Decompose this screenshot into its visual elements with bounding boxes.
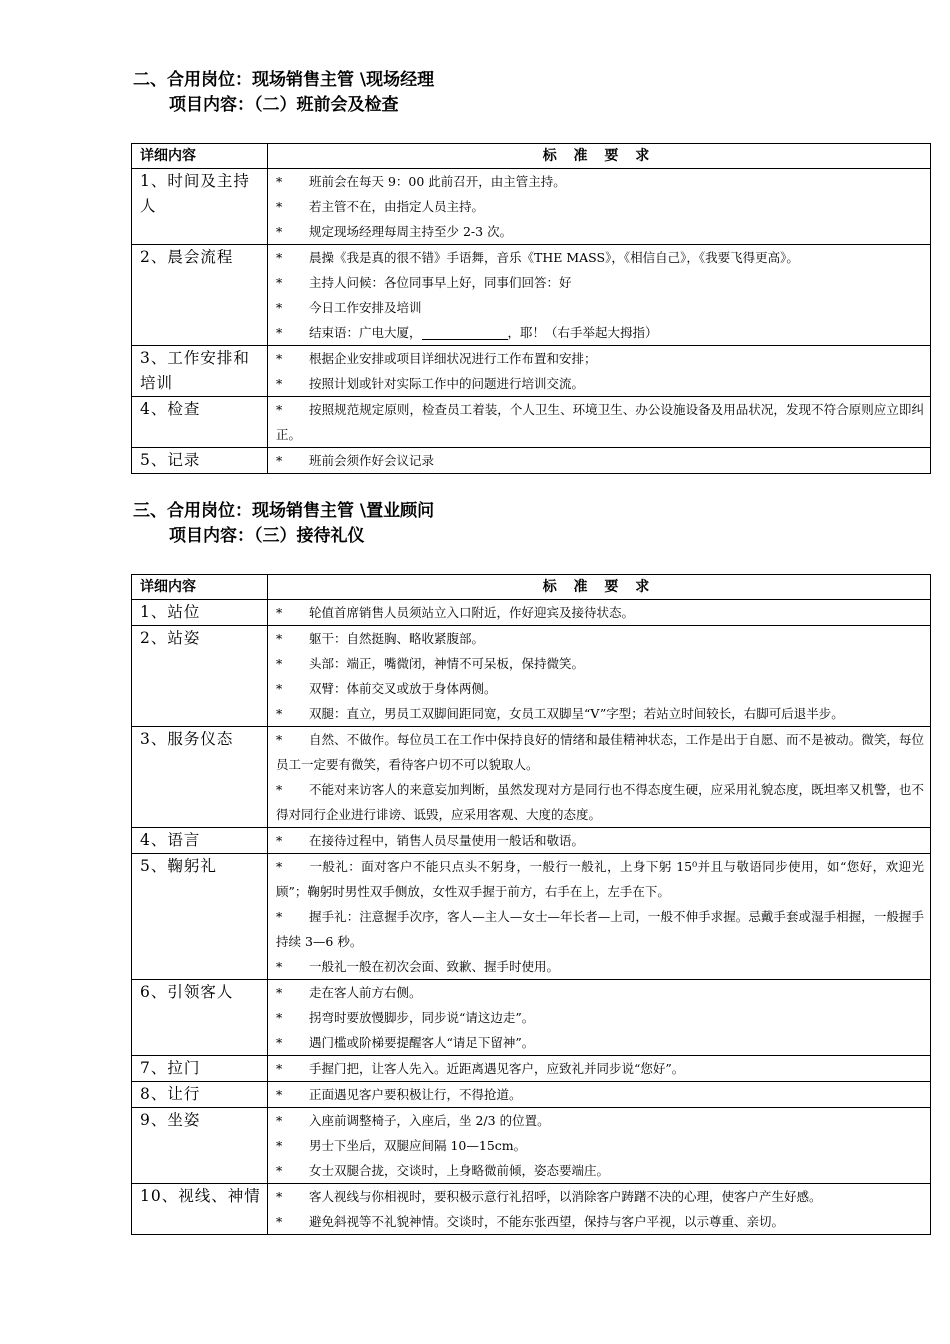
table-row <box>132 1082 931 1108</box>
list-item: * 遇门槛或阶梯要提醒客人“请足下留神”。 <box>276 1035 535 1050</box>
row-topic: 6、引领客人 <box>132 980 268 1056</box>
section3-table <box>131 574 931 1235</box>
list-item: * 一般礼一般在初次会面、致歉、握手时使用。 <box>276 959 560 974</box>
table-row <box>132 1108 931 1184</box>
list-item: * 自然、不做作。每位员工在工作中保持良好的情绪和最佳精神状态，工作是出于自愿、而不是被动。微笑，每位员工一定要有微笑，看待客户切不可以貌取人。 <box>276 732 924 772</box>
section3-heading-content: 项目内容：（三）接待礼仪 <box>169 526 365 546</box>
list-item: * 手握门把，让客人先入。近距离遇见客户，应致礼并同步说“您好”。 <box>276 1061 685 1076</box>
list-item: * 双臂：体前交叉或放于身体两侧。 <box>276 681 497 696</box>
list-item: * 男士下坐后，双腿应间隔 10—15cm。 <box>276 1138 527 1153</box>
row-topic: 2、晨会流程 <box>132 245 268 346</box>
list-item: * 若主管不在，由指定人员主持。 <box>276 199 485 214</box>
list-item: * 按照规范规定原则，检查员工着装，个人卫生、环境卫生、办公设施设备及用品状况，发现不符合原则应立即纠正。 <box>276 402 924 442</box>
list-item: * 晨操《我是真的很不错》手语舞，音乐《THE MASS》，《相信自己》，《我要飞得更高》。 <box>276 250 799 265</box>
list-item: * 班前会须作好会议记录 <box>276 453 435 468</box>
list-item: * 走在客人前方右侧。 <box>276 985 422 1000</box>
list-item: * 根据企业安排或项目详细状况进行工作布置和安排； <box>276 351 597 366</box>
section2-table <box>131 143 931 474</box>
section3-heading-position: 三、合用岗位：现场销售主管 \置业顾问 <box>133 501 435 521</box>
row-topic: 9、坐姿 <box>132 1108 268 1184</box>
row-topic: 3、工作安排和培训 <box>132 346 268 397</box>
list-item: * 一般礼：面对客户不能只点头不躬身，一般行一般礼，上身下躬 15⁰并且与敬语同步使用，如“您好，欢迎光顾”；鞠躬时男性双手侧放，女性双手握于前方，右手在上，左手在下。 <box>276 859 924 899</box>
list-item: * 在接待过程中，销售人员尽量使用一般话和敬语。 <box>276 833 585 848</box>
row-topic: 2、站姿 <box>132 626 268 727</box>
table-row <box>132 397 931 448</box>
table-header-row <box>132 575 931 600</box>
table-row <box>132 828 931 854</box>
fill-in-blank <box>422 325 508 340</box>
list-item: * 规定现场经理每周主持至少 2-3 次。 <box>276 224 513 239</box>
list-item: * 客人视线与你相视时，要积极示意行礼招呼，以消除客户踌躇不决的心理，使客户产生好感。 <box>276 1189 822 1204</box>
list-item: * 入座前调整椅子，入座后，坐 2/3 的位置。 <box>276 1113 550 1128</box>
list-item: * 握手礼：注意握手次序，客人—主人—女士—年长者—上司，一般不伸手求握。忌戴手套或湿手相握，一般握手持续 3—6 秒。 <box>276 909 924 949</box>
list-item: * 主持人问候：各位同事早上好，同事们回答：好 <box>276 275 572 290</box>
list-item: * 躯干：自然挺胸、略收紧腹部。 <box>276 631 485 646</box>
table-row <box>132 1184 931 1235</box>
table-row <box>132 169 931 245</box>
row-topic: 4、检查 <box>132 397 268 448</box>
row-topic: 1、站位 <box>132 600 268 626</box>
row-topic: 1、时间及主持人 <box>132 169 268 245</box>
table-header-row <box>132 144 931 169</box>
row-topic: 5、记录 <box>132 448 268 474</box>
row-topic: 3、服务仪态 <box>132 727 268 828</box>
list-item: * 避免斜视等不礼貌神情。交谈时，不能东张西望，保持与客户平视，以示尊重、亲切。 <box>276 1214 785 1229</box>
list-item: * 头部：端正，嘴微闭，神情不可呆板，保持微笑。 <box>276 656 585 671</box>
table-row <box>132 854 931 980</box>
table-row <box>132 448 931 474</box>
list-item: * 结束语：广电大厦， ，耶！（右手举起大拇指） <box>276 325 658 340</box>
table-row <box>132 1056 931 1082</box>
row-topic: 8、让行 <box>132 1082 268 1108</box>
table-row <box>132 245 931 346</box>
row-topic: 4、语言 <box>132 828 268 854</box>
list-item: * 拐弯时要放慢脚步，同步说“请这边走”。 <box>276 1010 535 1025</box>
section2-heading-content: 项目内容：（二）班前会及检查 <box>169 95 399 115</box>
list-item: * 轮值首席销售人员须站立入口附近，作好迎宾及接待状态。 <box>276 605 635 620</box>
table-row <box>132 980 931 1056</box>
header-detail: 详细内容 <box>132 144 268 169</box>
header-standard: 标 准 要 求 <box>268 575 931 600</box>
list-item: * 今日工作安排及培训 <box>276 300 422 315</box>
section3-table-body <box>132 600 931 1235</box>
row-topic: 5、鞠躬礼 <box>132 854 268 980</box>
list-item: * 正面遇见客户要积极让行，不得抢道。 <box>276 1087 522 1102</box>
row-topic: 10、视线、神情 <box>132 1184 268 1235</box>
row-topic: 7、拉门 <box>132 1056 268 1082</box>
list-item: * 女士双腿合拢，交谈时，上身略微前倾，姿态要端庄。 <box>276 1163 610 1178</box>
table-row <box>132 346 931 397</box>
table-row <box>132 626 931 727</box>
list-item: * 双腿：直立，男员工双脚间距同宽，女员工双脚呈“V”字型；若站立时间较长，右脚可后退半步。 <box>276 706 844 721</box>
table-row <box>132 600 931 626</box>
header-standard: 标 准 要 求 <box>268 144 931 169</box>
list-item: * 不能对来访客人的来意妄加判断，虽然发现对方是同行也不得态度生硬，应采用礼貌态度，既坦率又机警，也不得对同行企业进行诽谤、诋毁，应采用客观、大度的态度。 <box>276 782 924 822</box>
section2-heading-position: 二、合用岗位：现场销售主管 \现场经理 <box>133 70 435 90</box>
header-detail: 详细内容 <box>132 575 268 600</box>
table-row <box>132 727 931 828</box>
list-item: * 按照计划或针对实际工作中的问题进行培训交流。 <box>276 376 585 391</box>
list-item: * 班前会在每天 9：00 此前召开，由主管主持。 <box>276 174 566 189</box>
